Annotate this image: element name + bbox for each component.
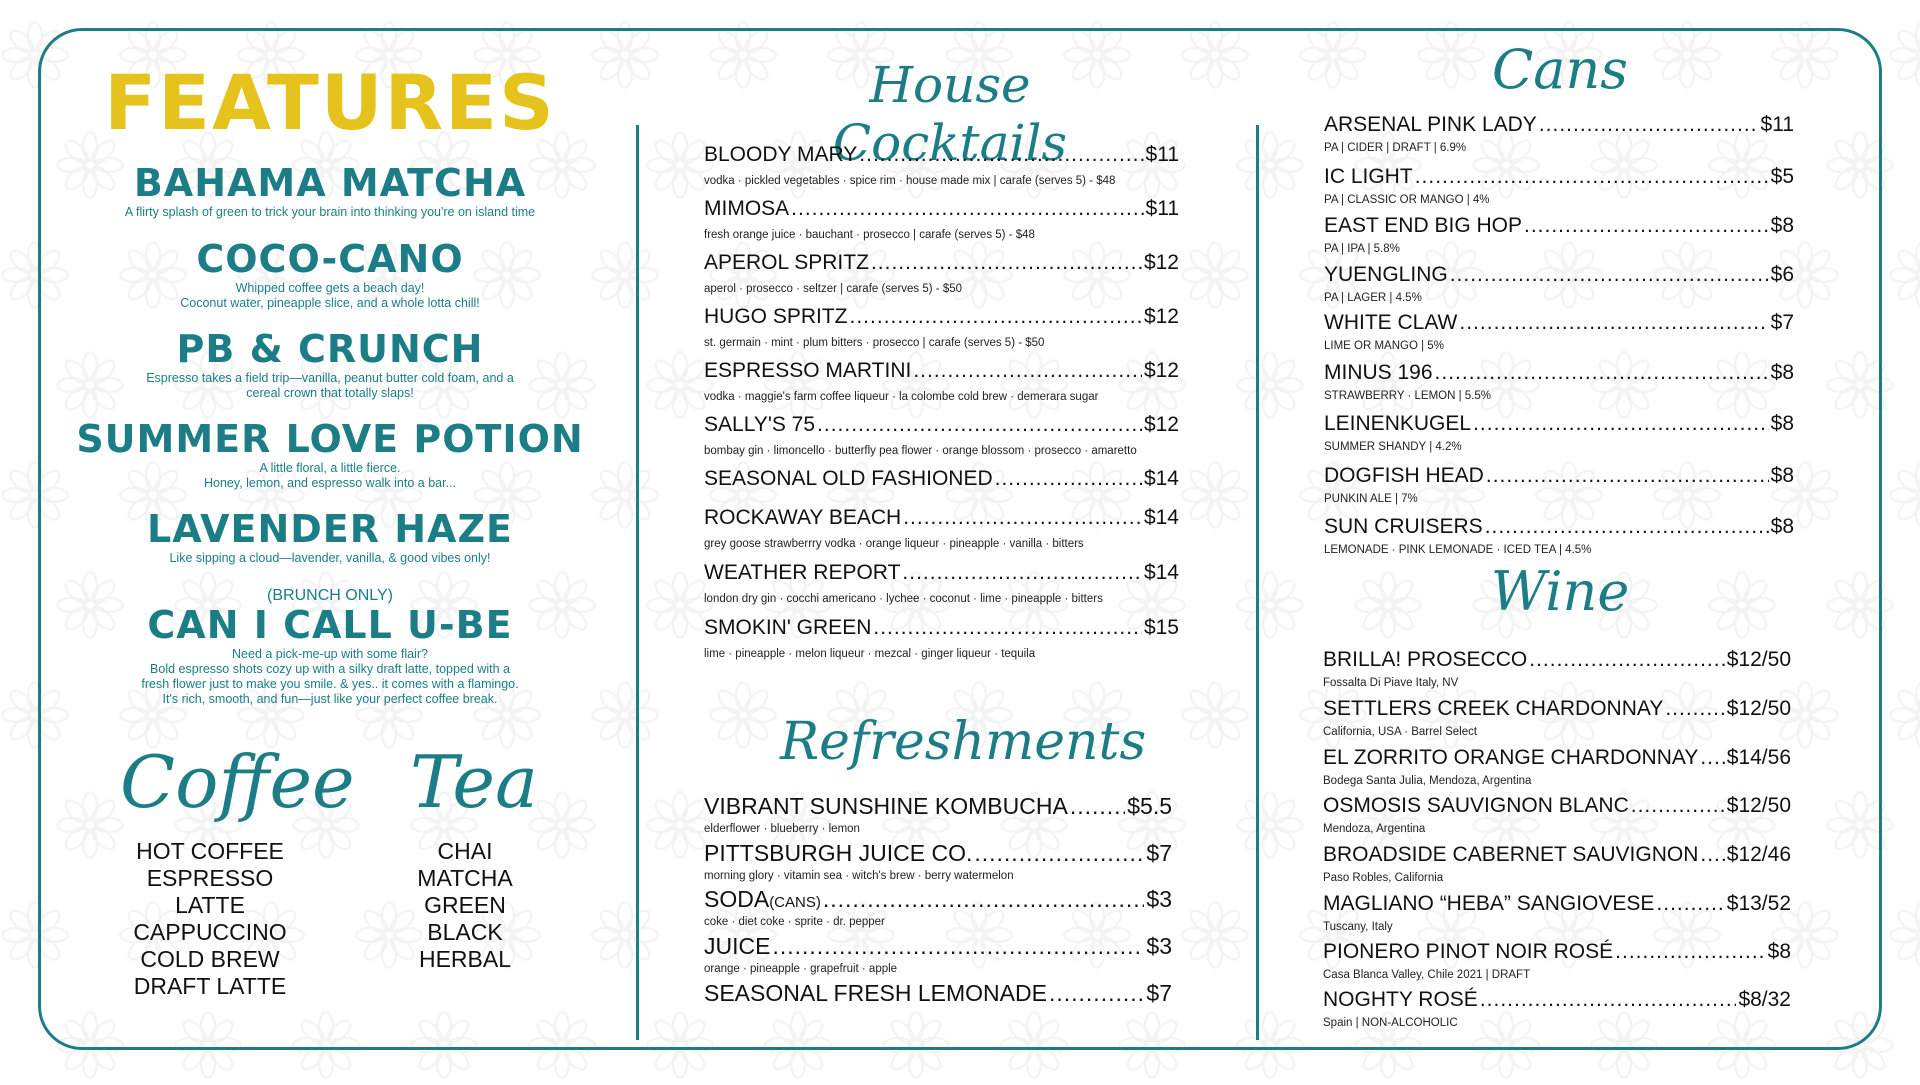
- leader-dots: [772, 933, 1144, 960]
- item-price: $14: [1143, 506, 1179, 529]
- item-name: ROCKAWAY BEACH: [704, 506, 902, 529]
- cocktails-item: [704, 616, 1179, 640]
- item-price: $5.5: [1127, 793, 1172, 819]
- leader-dots: [1415, 165, 1769, 189]
- tea-item: BLACK: [427, 919, 503, 945]
- item-name: ARSENAL PINK LADY: [1324, 113, 1537, 136]
- leader-dots: [1485, 515, 1769, 539]
- item-price: $13/52: [1726, 892, 1791, 915]
- wine-item: [1323, 746, 1791, 770]
- item-name: SALLY'S 75: [704, 413, 816, 436]
- leader-dots: [1480, 988, 1737, 1012]
- flower-pattern-icon: [1888, 460, 1920, 530]
- leader-dots: [1665, 697, 1724, 721]
- feature-summer-love-potion: [60, 418, 600, 490]
- feature-name: SUMMER LOVE POTION: [76, 417, 584, 461]
- flower-pattern-icon: [1888, 680, 1920, 750]
- item-price: $8: [1770, 412, 1794, 435]
- leader-dots: [1631, 794, 1725, 818]
- leader-dots: [1529, 648, 1725, 672]
- leader-dots: [859, 143, 1143, 167]
- item-price: $8: [1770, 361, 1794, 384]
- column-divider-left: [636, 125, 639, 1040]
- item-suffix: (CANS): [769, 894, 821, 911]
- item-description: coke · diet coke · sprite · dr. pepper: [704, 916, 885, 928]
- item-description: PA | CIDER | DRAFT | 6.9%: [1324, 142, 1467, 154]
- feature-desc: Like sipping a cloud—lavender, vanilla, & good vibes only!: [169, 551, 491, 565]
- item-name: WHITE CLAW: [1324, 311, 1458, 334]
- feature-desc: Coconut water, pineapple slice, and a whole lotta chill!: [180, 296, 480, 310]
- item-name: BRILLA! PROSECCO: [1323, 648, 1528, 671]
- item-name: EAST END BIG HOP: [1324, 214, 1522, 237]
- leader-dots: [1615, 940, 1765, 964]
- feature-name: PB & CRUNCH: [176, 327, 484, 371]
- wine-item: [1323, 697, 1791, 721]
- item-name: MIMOSA: [704, 197, 790, 220]
- item-description: PUNKIN ALE | 7%: [1324, 493, 1418, 505]
- feature-name: LAVENDER HAZE: [147, 507, 513, 551]
- coffee-list: [110, 838, 310, 1000]
- item-description: Spain | NON-ALCOHOLIC: [1323, 1017, 1458, 1029]
- item-name: PITTSBURGH JUICE CO.: [704, 840, 973, 866]
- item-price: $7: [1770, 311, 1794, 334]
- tea-item: CHAI: [437, 838, 493, 864]
- item-price: $14/56: [1726, 746, 1791, 769]
- item-description: PA | CLASSIC OR MANGO | 4%: [1324, 194, 1490, 206]
- feature-desc: fresh flower just to make you smile. & yes.. it comes with a flamingo.: [141, 677, 519, 691]
- feature-desc: cereal crown that totally slaps!: [246, 386, 414, 400]
- item-price: $7: [1146, 980, 1172, 1006]
- item-name: VIBRANT SUNSHINE KOMBUCHA: [704, 793, 1068, 819]
- coffee-item: ESPRESSO: [146, 865, 274, 891]
- leader-dots: [913, 359, 1142, 383]
- item-price: $12/50: [1726, 794, 1791, 817]
- item-name: IC LIGHT: [1324, 165, 1413, 188]
- cans-item: [1324, 311, 1794, 335]
- flower-pattern-icon: [1888, 900, 1920, 970]
- cocktails-item: [704, 413, 1179, 437]
- item-description: Mendoza, Argentina: [1323, 823, 1426, 835]
- item-price: $8: [1770, 464, 1794, 487]
- leader-dots: [850, 305, 1142, 329]
- tea-list: [395, 838, 535, 973]
- item-description: LEMONADE · PINK LEMONADE · ICED TEA | 4.5%: [1324, 544, 1592, 556]
- cocktails-item: [704, 506, 1179, 530]
- item-description: bombay gin · limoncello · butterfly pea flower · orange blossom · prosecco · amaretto: [704, 445, 1137, 457]
- item-price: $11: [1145, 197, 1179, 220]
- refreshments-item: [704, 886, 1172, 913]
- item-price: $8: [1767, 940, 1791, 963]
- feature-desc: A little floral, a little fierce.: [259, 461, 401, 475]
- item-price: $8: [1770, 515, 1794, 538]
- feature-lavender-haze: [60, 508, 600, 565]
- item-price: $11: [1145, 143, 1179, 166]
- tea-item: MATCHA: [417, 865, 513, 891]
- item-price: $3: [1146, 933, 1172, 959]
- refreshments-item: [704, 933, 1172, 960]
- item-name: SUN CRUISERS: [1324, 515, 1483, 538]
- leader-dots: [817, 413, 1142, 437]
- feature-name: CAN I CALL U-BE: [147, 603, 513, 647]
- leader-dots: [995, 467, 1142, 491]
- refreshments-item: [704, 793, 1172, 820]
- item-description: st. germain · mint · plum bitters · prosecco | carafe (serves 5) - $50: [704, 337, 1045, 349]
- item-price: $14: [1143, 467, 1179, 490]
- item-name: OSMOSIS SAUVIGNON BLANC: [1323, 794, 1629, 817]
- item-description: vodka · maggie's farm coffee liqueur · la colombe cold brew · demerara sugar: [704, 391, 1099, 403]
- feature-desc: Bold espresso shots cozy up with a silky draft latte, topped with a: [150, 662, 510, 676]
- item-name: PIONERO PINOT NOIR ROSÉ: [1323, 940, 1614, 963]
- wine-item: [1323, 940, 1791, 964]
- item-description: grey goose strawberrry vodka · orange liqueur · pineapple · vanilla · bitters: [704, 538, 1084, 550]
- cans-item: [1324, 464, 1794, 488]
- cocktails-item: [704, 359, 1179, 383]
- feature-desc: Honey, lemon, and espresso walk into a bar...: [204, 476, 456, 490]
- item-name: SMOKIN' GREEN: [704, 616, 872, 639]
- leader-dots: [1070, 793, 1125, 820]
- item-name: SODA: [704, 886, 770, 912]
- leader-dots: [1524, 214, 1769, 238]
- coffee-item: HOT COFFEE: [136, 838, 284, 864]
- wine-item: [1323, 843, 1791, 867]
- item-name: JUICE: [704, 933, 771, 959]
- item-price: $11: [1760, 113, 1794, 136]
- feature-desc: Need a pick-me-up with some flair?: [232, 647, 428, 661]
- wine-item: [1323, 892, 1791, 916]
- item-price: $12/50: [1726, 648, 1791, 671]
- cocktails-item: [704, 143, 1179, 167]
- item-name: NOGHTY ROSÉ: [1323, 988, 1478, 1011]
- item-description: Casa Blanca Valley, Chile 2021 | DRAFT: [1323, 969, 1531, 981]
- item-name: WEATHER REPORT: [704, 561, 901, 584]
- item-price: $12: [1143, 251, 1179, 274]
- feature-bahama-matcha: [60, 162, 600, 219]
- item-name: BLOODY MARY: [704, 143, 858, 166]
- leader-dots: [1450, 263, 1769, 287]
- item-description: Paso Robles, California: [1323, 872, 1444, 884]
- leader-dots: [1459, 311, 1768, 335]
- coffee-item: DRAFT LATTE: [133, 973, 287, 999]
- item-price: $5: [1770, 165, 1794, 188]
- wine-item: [1323, 794, 1791, 818]
- item-price: $6: [1770, 263, 1794, 286]
- leader-dots: [902, 561, 1142, 585]
- cocktails-item: [704, 197, 1179, 221]
- leader-dots: [873, 616, 1142, 640]
- item-price: $14: [1143, 561, 1179, 584]
- leader-dots: [823, 886, 1145, 913]
- cans-item: [1324, 263, 1794, 287]
- leader-dots: [1473, 412, 1769, 436]
- leader-dots: [903, 506, 1142, 530]
- item-description: lime · pineapple · melon liqueur · mezcal · ginger liqueur · tequila: [704, 648, 1036, 660]
- feature-can-i-call-u-be: [60, 588, 600, 706]
- item-price: $15: [1143, 616, 1179, 639]
- item-description: vodka · pickled vegetables · spice rim · house made mix | carafe (serves 5) - $48: [704, 175, 1116, 187]
- item-price: $12: [1143, 305, 1179, 328]
- feature-desc: A flirty splash of green to trick your brain into thinking you're on island time: [124, 205, 536, 219]
- item-price: $7: [1146, 840, 1172, 866]
- feature-brunch-only: (BRUNCH ONLY): [267, 587, 393, 604]
- wine-item: [1323, 988, 1791, 1012]
- item-name: MINUS 196: [1324, 361, 1433, 384]
- coffee-item: LATTE: [175, 892, 245, 918]
- item-description: orange · pineapple · grapefruit · apple: [704, 963, 898, 975]
- leader-dots: [1539, 113, 1759, 137]
- feature-desc: It's rich, smooth, and fun—just like your perfect coffee break.: [162, 692, 498, 706]
- wine-title: Wine: [1490, 560, 1630, 623]
- leader-dots: [791, 197, 1143, 221]
- cans-item: [1324, 165, 1794, 189]
- item-name: YUENGLING: [1324, 263, 1448, 286]
- item-description: morning glory · vitamin sea · witch's brew · berry watermelon: [704, 870, 1014, 882]
- cans-item: [1324, 515, 1794, 539]
- item-description: PA | IPA | 5.8%: [1324, 243, 1400, 255]
- cans-item: [1324, 113, 1794, 137]
- leader-dots: [871, 251, 1142, 275]
- item-price: $12/50: [1726, 697, 1791, 720]
- item-description: STRAWBERRY · LEMON | 5.5%: [1324, 390, 1492, 402]
- refreshments-title: Refreshments: [780, 712, 1147, 772]
- flower-pattern-icon: [1888, 20, 1920, 90]
- item-description: SUMMER SHANDY | 4.2%: [1324, 441, 1462, 453]
- cans-item: [1324, 412, 1794, 436]
- item-name: EL ZORRITO ORANGE CHARDONNAY: [1323, 746, 1699, 769]
- item-price: $12: [1143, 413, 1179, 436]
- cans-title: Cans: [1491, 38, 1628, 101]
- wine-item: [1323, 648, 1791, 672]
- item-name: HUGO SPRITZ: [704, 305, 848, 328]
- tea-item: GREEN: [424, 892, 506, 918]
- item-price: $12: [1143, 359, 1179, 382]
- item-description: elderflower · blueberry · lemon: [704, 823, 860, 835]
- leader-dots: [1700, 746, 1724, 770]
- item-description: PA | LAGER | 4.5%: [1324, 292, 1422, 304]
- item-description: Bodega Santa Julia, Mendoza, Argentina: [1323, 775, 1532, 787]
- item-price: $8: [1770, 214, 1794, 237]
- item-name: ESPRESSO MARTINI: [704, 359, 912, 382]
- tea-title: Tea: [410, 740, 538, 824]
- item-name: LEINENKUGEL: [1324, 412, 1472, 435]
- feature-name: COCO-CANO: [196, 237, 464, 281]
- leader-dots: [974, 840, 1144, 867]
- item-description: aperol · prosecco · seltzer | carafe (serves 5) - $50: [704, 283, 963, 295]
- item-name: APEROL SPRITZ: [704, 251, 869, 274]
- item-description: LIME OR MANGO | 5%: [1324, 340, 1444, 352]
- item-name: DOGFISH HEAD: [1324, 464, 1484, 487]
- cocktails-item: [704, 561, 1179, 585]
- leader-dots: [1435, 361, 1769, 385]
- feature-pb-crunch: [60, 328, 600, 400]
- item-name: MAGLIANO “HEBA” SANGIOVESE: [1323, 892, 1655, 915]
- item-price: $8/32: [1738, 988, 1791, 1011]
- item-description: fresh orange juice · bauchant · prosecco | carafe (serves 5) - $48: [704, 229, 1035, 241]
- feature-desc: Espresso takes a field trip—vanilla, peanut butter cold foam, and a: [146, 371, 514, 385]
- item-description: Fossalta Di Piave Italy, NV: [1323, 677, 1459, 689]
- tea-item: HERBAL: [418, 946, 512, 972]
- cocktails-item: [704, 251, 1179, 275]
- refreshments-item: [704, 840, 1172, 867]
- leader-dots: [1486, 464, 1769, 488]
- leader-dots: [1049, 980, 1144, 1007]
- house-cocktails-title: House Cocktails: [832, 56, 1068, 172]
- item-name: SETTLERS CREEK CHARDONNAY: [1323, 697, 1664, 720]
- item-name: SEASONAL FRESH LEMONADE: [704, 980, 1047, 1006]
- feature-name: BAHAMA MATCHA: [133, 161, 527, 205]
- flower-pattern-icon: [1888, 240, 1920, 310]
- coffee-item: COLD BREW: [140, 946, 280, 972]
- cans-item: [1324, 214, 1794, 238]
- item-name: SEASONAL OLD FASHIONED: [704, 467, 993, 490]
- cocktails-item: [704, 467, 1179, 491]
- coffee-title: Coffee: [120, 740, 355, 824]
- item-description: london dry gin · cocchi americano · lychee · coconut · lime · pineapple · bitters: [704, 593, 1103, 605]
- item-price: $12/46: [1726, 843, 1791, 866]
- refreshments-item: [704, 980, 1172, 1007]
- features-title: FEATURES: [104, 58, 556, 147]
- cans-item: [1324, 361, 1794, 385]
- item-description: California, USA · Barrel Select: [1323, 726, 1478, 738]
- feature-coco-cano: [60, 238, 600, 310]
- feature-desc: Whipped coffee gets a beach day!: [235, 281, 425, 295]
- leader-dots: [1700, 843, 1724, 867]
- item-name: BROADSIDE CABERNET SAUVIGNON: [1323, 843, 1699, 866]
- column-divider-right: [1256, 125, 1259, 1040]
- item-description: Tuscany, Italy: [1323, 921, 1393, 933]
- cocktails-item: [704, 305, 1179, 329]
- coffee-item: CAPPUCCINO: [133, 919, 287, 945]
- leader-dots: [1656, 892, 1724, 916]
- item-price: $3: [1146, 886, 1172, 912]
